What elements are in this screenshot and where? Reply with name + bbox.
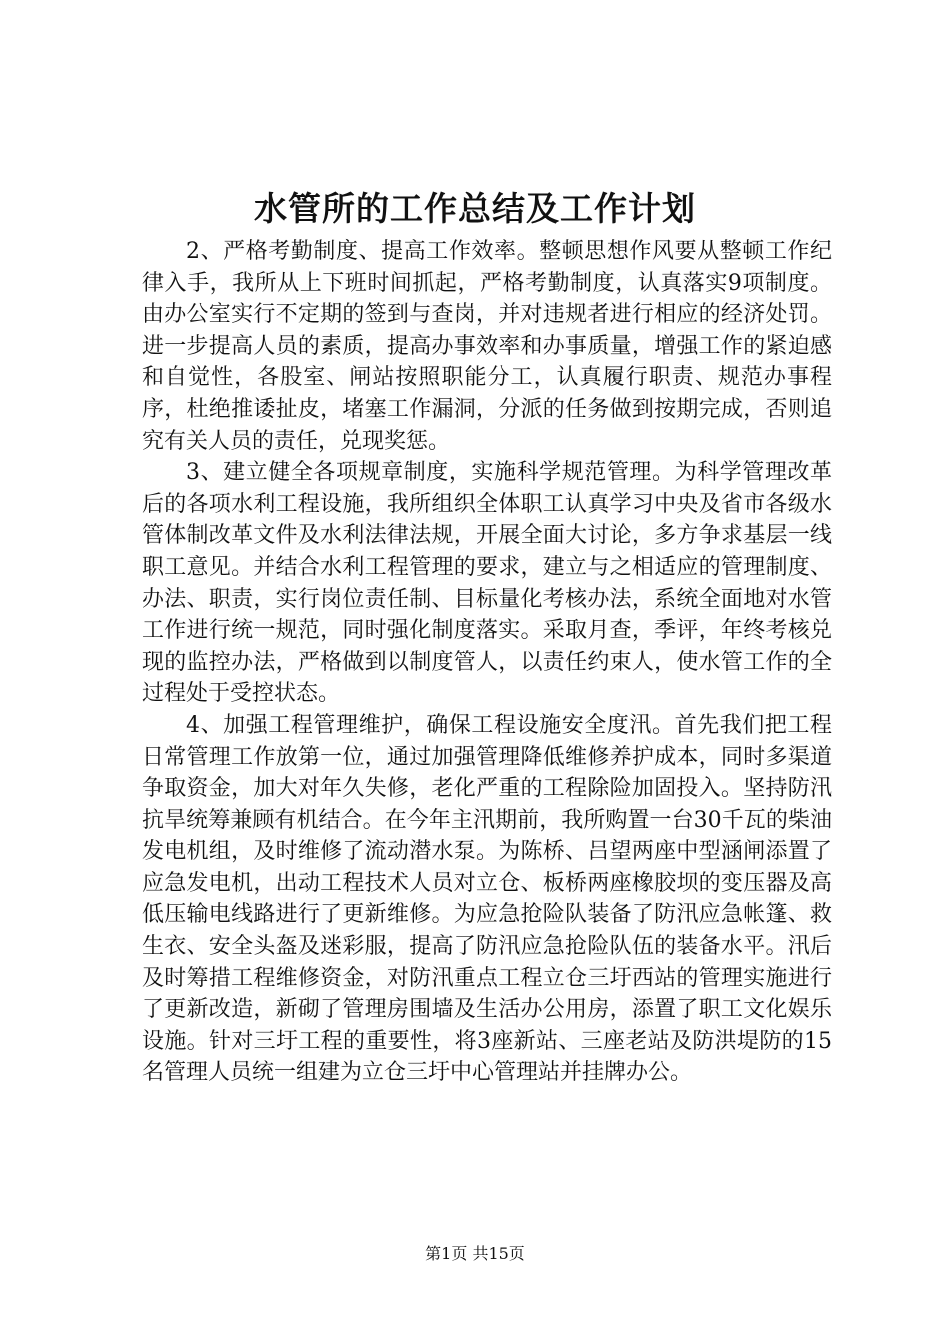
document-body	[142, 236, 832, 1089]
paragraph-3: 3、建立健全各项规章制度，实施科学规范管理。为科学管理改革后的各项水利工程设施，我所组织全体职工认真学习中央及省市各级水管体制改革文件及水利法律法规，开展全面大讨论，多方争求基层一线职工意见。并结合水利工程管理的要求，建立与之相适应的管理制度、办法、职责，实行岗位责任制、目标量化考核办法，系统全面地对水管工作进行统一规范，同时强化制度落实。采取月查，季评，年终考核兑现的监控办法，严格做到以制度管人，以责任约束人，使水管工作的全过程处于受控状态。	[142, 460, 832, 707]
document-title: 水管所的工作总结及工作计划	[254, 189, 696, 228]
paragraph-2: 2、严格考勤制度、提高工作效率。整顿思想作风要从整顿工作纪律入手，我所从上下班时间抓起，严格考勤制度，认真落实9项制度。由办公室实行不定期的签到与查岗，并对违规者进行相应的经济处罚。进一步提高人员的素质，提高办事效率和办事质量，增强工作的紧迫感和自觉性，各股室、闸站按照职能分工，认真履行职责、规范办事程序，杜绝推诿扯皮，堵塞工作漏洞，分派的任务做到按期完成，否则追究有关人员的责任，兑现奖惩。	[142, 239, 832, 454]
paragraph-4: 4、加强工程管理维护，确保工程设施安全度汛。首先我们把工程日常管理工作放第一位，通过加强管理降低维修养护成本，同时多渠道争取资金，加大对年久失修，老化严重的工程除险加固投入。坚持防汛抗旱统筹兼顾有机结合。在今年主汛期前，我所购置一台30千瓦的柴油发电机组，及时维修了流动潜水泵。为陈桥、吕望两座中型涵闸添置了应急发电机，出动工程技术人员对立仓、板桥两座橡胶坝的变压器及高低压输电线路进行了更新维修。为应急抢险队装备了防汛应急帐篷、救生衣、安全头盔及迷彩服，提高了防汛应急抢险队伍的装备水平。汛后及时筹措工程维修资金，对防汛重点工程立仓三圩西站的管理实施进行了更新改造，新砌了管理房围墙及生活办公用房，添置了职工文化娱乐设施。针对三圩工程的重要性，将3座新站、三座老站及防洪堤防的15名管理人员统一组建为立仓三圩中心管理站并挂牌办公。	[142, 712, 832, 1086]
page-number-footer: 第1页 共15页	[425, 1244, 525, 1263]
